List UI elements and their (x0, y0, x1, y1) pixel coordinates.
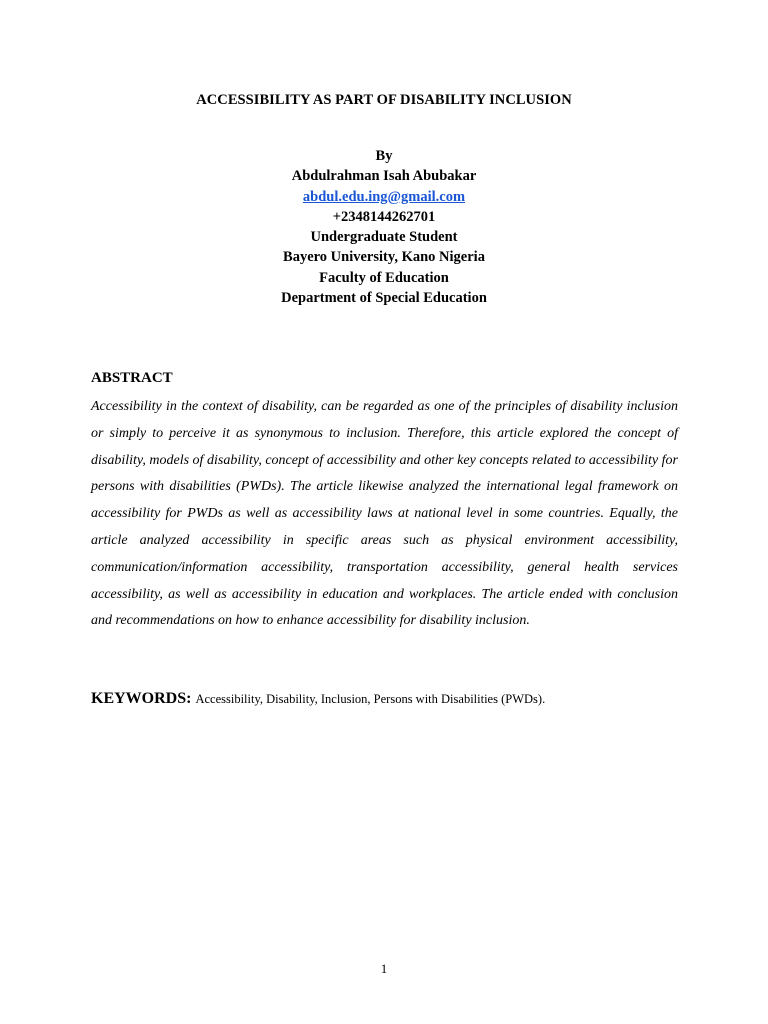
author-faculty: Faculty of Education (319, 269, 449, 286)
by-label: By (375, 148, 393, 164)
author-department: Department of Special Education (281, 290, 487, 307)
author-university: Bayero University, Kano Nigeria (283, 249, 485, 266)
keywords-line (91, 690, 691, 708)
keywords-text: Accessibility, Disability, Inclusion, Persons with Disabilities (PWDs). (195, 692, 546, 706)
abstract-heading: ABSTRACT (91, 370, 173, 386)
author-block (0, 146, 768, 308)
author-name: Abdulrahman Isah Abubakar (291, 168, 477, 185)
page-number: 1 (380, 961, 388, 976)
keywords-label: KEYWORDS: (91, 690, 192, 707)
author-phone: +2348144262701 (332, 208, 436, 225)
abstract-body: Accessibility in the context of disability, can be regarded as one of the principles of disability inclusion or simply to perceive it as synonymous to inclusion. Therefore, this article explored the concept of disability, models of disability, concept of accessibility and other key concepts related to accessibility for persons with disabilities (PWDs). The article likewise analyzed the international legal framework on accessibility for PWDs as well as accessibility laws at national level in some countries. Equally, the article analyzed accessibility in specific areas such as physical environment accessibility, communication/information accessibility, transportation accessibility, general health services accessibility, as well as accessibility in education and workplaces. The article ended with conclusion and recommendations on how to enhance accessibility for disability inclusion. (91, 399, 678, 629)
paper-title: ACCESSIBILITY AS PART OF DISABILITY INCLUSION (196, 92, 572, 108)
author-role: Undergraduate Student (310, 229, 458, 246)
author-email-link[interactable]: abdul.edu.ing@gmail.com (302, 188, 466, 205)
